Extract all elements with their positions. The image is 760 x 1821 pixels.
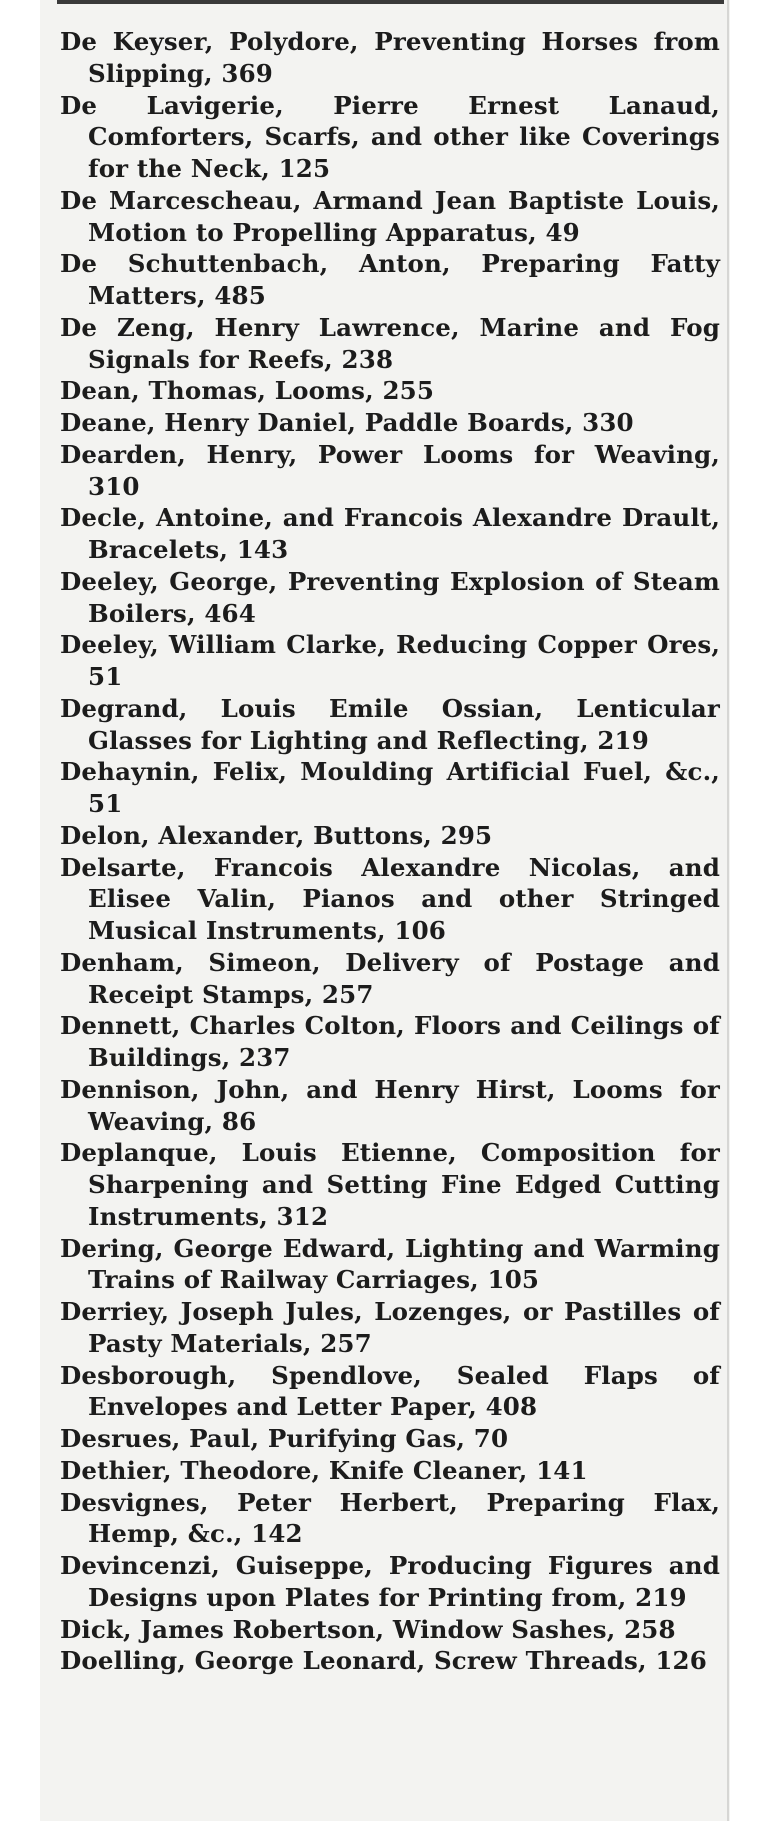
- index-entry: Doelling, George Leonard, Screw Threads, 126: [60, 1646, 707, 1676]
- index-entry: Dehaynin, Felix, Moulding Artificial Fuel, &c., 51: [60, 757, 720, 818]
- index-entry: Dennett, Charles Colton, Floors and Ceilings of Buildings, 237: [60, 1011, 720, 1072]
- index-entry: Devincenzi, Guiseppe, Producing Figures and Designs upon Plates for Printing from, 219: [60, 1551, 720, 1612]
- index-entry: Delsarte, Francois Alexandre Nicolas, and Elisee Valin, Pianos and other Stringed Musical Instruments, 106: [60, 852, 720, 945]
- index-entry: Dennison, John, and Henry Hirst, Looms for Weaving, 86: [60, 1074, 720, 1136]
- top-rule: [57, 0, 724, 4]
- index-entry: Deane, Henry Daniel, Paddle Boards, 330: [60, 408, 634, 437]
- index-entry: De Schuttenbach, Anton, Preparing Fatty Matters, 485: [60, 249, 720, 310]
- index-entry-list: [60, 26, 720, 1677]
- index-entry: Deeley, William Clarke, Reducing Copper Ores, 51: [60, 630, 720, 691]
- index-entry: Degrand, Louis Emile Ossian, Lenticular Glasses for Lighting and Reflecting, 219: [60, 693, 720, 755]
- index-entry: Denham, Simeon, Delivery of Postage and Receipt Stamps, 257: [60, 947, 720, 1009]
- index-entry: Desvignes, Peter Herbert, Preparing Flax, Hemp, &c., 142: [60, 1487, 720, 1549]
- index-entry: De Keyser, Polydore, Preventing Horses from Slipping, 369: [60, 27, 720, 88]
- index-entry: Delon, Alexander, Buttons, 295: [60, 820, 493, 850]
- index-entry: Dethier, Theodore, Knife Cleaner, 141: [60, 1455, 588, 1485]
- index-entry: Dearden, Henry, Power Looms for Weaving, 310: [60, 439, 720, 501]
- index-entry: Dean, Thomas, Looms, 255: [60, 376, 435, 406]
- index-entry: Decle, Antoine, and Francois Alexandre Drault, Bracelets, 143: [60, 503, 720, 564]
- index-entry: De Marcescheau, Armand Jean Baptiste Louis, Motion to Propelling Apparatus, 49: [60, 185, 720, 247]
- index-entry: Desrues, Paul, Purifying Gas, 70: [60, 1424, 509, 1453]
- index-entry: Derriey, Joseph Jules, Lozenges, or Pastilles of Pasty Materials, 257: [60, 1297, 720, 1358]
- index-entry: Deplanque, Louis Etienne, Composition for Sharpening and Setting Fine Edged Cutting Instruments, 312: [60, 1138, 720, 1231]
- index-entry: De Zeng, Henry Lawrence, Marine and Fog Signals for Reefs, 238: [60, 312, 720, 374]
- index-entry: Dering, George Edward, Lighting and Warming Trains of Railway Carriages, 105: [60, 1233, 720, 1295]
- page-edge-rule: [727, 0, 729, 1821]
- index-entry: Desborough, Spendlove, Sealed Flaps of Envelopes and Letter Paper, 408: [60, 1360, 720, 1422]
- index-entry: Dick, James Robertson, Window Sashes, 258: [60, 1614, 676, 1644]
- index-entry: Deeley, George, Preventing Explosion of Steam Boilers, 464: [60, 566, 720, 628]
- index-entry: De Lavigerie, Pierre Ernest Lanaud, Comforters, Scarfs, and other like Coverings for the Neck, 125: [60, 90, 720, 183]
